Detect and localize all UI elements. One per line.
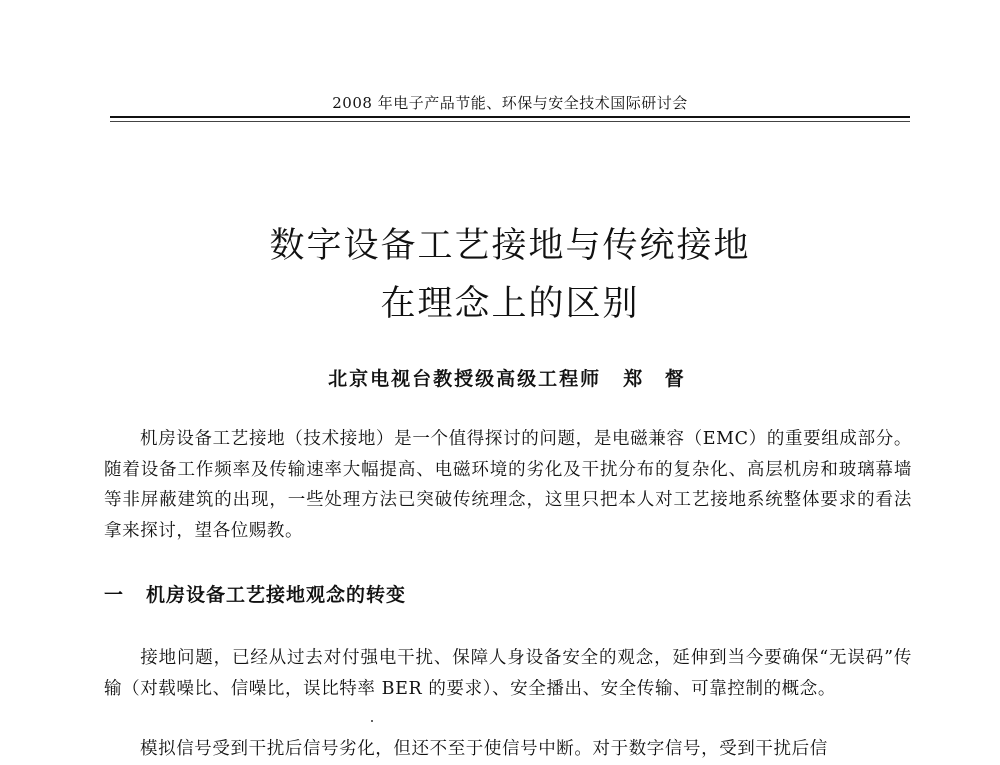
section-number: 一 [104, 584, 125, 606]
body-paragraph-1-text: 机房设备工艺接地（技术接地）是一个值得探讨的问题，是电磁兼容（EMC）的重要组成部分。随着设备工作频率及传输速率大幅提高、电磁环境的劣化及干扰分布的复杂化、高层机房和玻璃幕墙等非屏蔽建筑的出现，一些处理方法已突破传统理念，这里只把本人对工艺接地系统整体要求的看法拿来探讨，望各位赐教。 [104, 429, 912, 541]
body-paragraph-2 [104, 643, 912, 704]
scan-speck [371, 720, 373, 722]
author-name: 郑 督 [623, 368, 692, 390]
section-heading-1 [104, 580, 406, 607]
body-paragraph-2-text: 接地问题，已经从过去对付强电干扰、保障人身设备安全的观念，延伸到当今要确保“无误码”传输（对载噪比、信噪比，误比特率 BER 的要求）、安全播出、安全传输、可靠控制的概念。 [104, 648, 912, 699]
author-line [110, 364, 910, 391]
running-header: 2008 年电子产品节能、环保与安全技术国际研讨会 [332, 94, 688, 112]
author-affiliation: 北京电视台教授级高级工程师 [328, 368, 602, 390]
header-rule-thin [110, 121, 910, 122]
section-title: 机房设备工艺接地观念的转变 [146, 584, 407, 606]
article-title-line-2: 在理念上的区别 [380, 284, 640, 324]
header-rule [110, 116, 910, 118]
body-paragraph-1 [104, 424, 912, 546]
article-title-line-1: 数字设备工艺接地与传统接地 [269, 226, 751, 266]
body-paragraph-3-text: 模拟信号受到干扰后信号劣化，但还不至于使信号中断。对于数字信号，受到干扰后信 [140, 739, 828, 759]
